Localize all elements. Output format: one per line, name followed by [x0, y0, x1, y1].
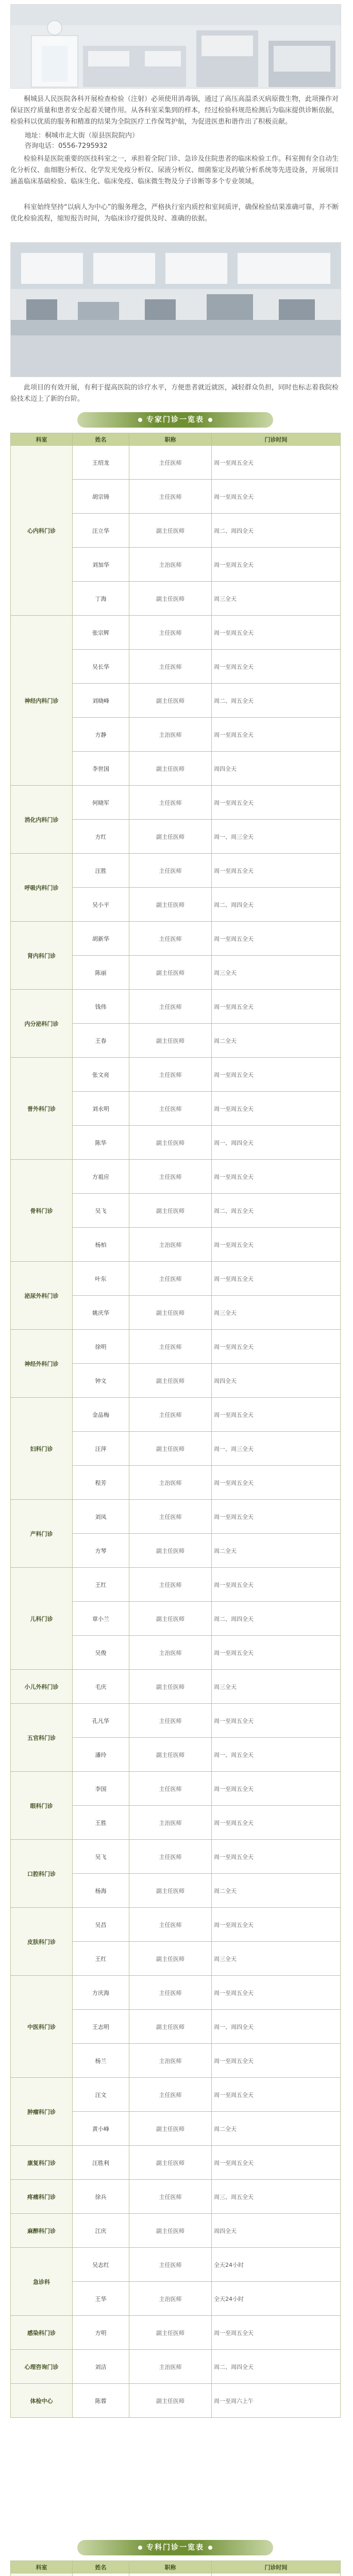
name-cell: 方祖应 — [73, 1160, 129, 1194]
title-cell: 主任医师 — [129, 1058, 212, 1092]
expert-clinic-banner-title: 专家门诊一览表 — [146, 416, 204, 424]
title-cell: 主任医师 — [129, 1976, 212, 2010]
name-cell: 刘晓峰 — [73, 684, 129, 718]
time-cell: 周一至周六上午 — [212, 2384, 341, 2418]
title-cell: 副主任医师 — [129, 1534, 212, 1568]
table-row — [11, 2214, 341, 2248]
title-cell: 主任医师 — [129, 446, 212, 480]
time-cell: 周三全天 — [212, 956, 341, 990]
title-cell: 副主任医师 — [129, 1942, 212, 1976]
title-cell: 副主任医师 — [129, 1670, 212, 1704]
title-cell: 主任医师 — [129, 786, 212, 820]
dept-cell: 康复科门诊 — [11, 2146, 73, 2180]
time-cell: 周二全天 — [212, 1024, 341, 1058]
name-cell: 何晓军 — [73, 786, 129, 820]
time-cell: 周一至周五全天 — [212, 922, 341, 956]
lab-intro-paragraph-2: 科室始终坚持“以病人为中心”的服务理念，严格执行室内质控和室间质评，确保检验结果准确可靠，并不断优化检验流程，缩短报告时间，为临床诊疗提供及时、准确的依据。 — [10, 204, 339, 223]
title-cell: 主治医师 — [129, 2350, 212, 2384]
table-row — [11, 2573, 341, 2576]
dept-cell: 消化内科门诊 — [11, 786, 73, 854]
name-cell: 吴小平 — [73, 888, 129, 922]
table-row — [11, 1704, 341, 1738]
title-cell: 主任医师 — [129, 1568, 212, 1602]
name-cell: 王红 — [73, 1942, 129, 1976]
time-cell: 周一至周五全天 — [212, 1772, 341, 1806]
lab-photo-top — [10, 4, 341, 89]
title-cell: 主任医师 — [129, 1092, 212, 1126]
dept-cell: 中医科门诊 — [11, 1976, 73, 2078]
time-cell: 周二、周四全天 — [212, 2350, 341, 2384]
time-cell: 周一至周五全天 — [212, 446, 341, 480]
title-cell: 副主任医师 — [129, 582, 212, 616]
time-cell: 周二、周四全天 — [212, 888, 341, 922]
table-row — [11, 1398, 341, 1432]
time-cell: 周一至周五全天 — [212, 1092, 341, 1126]
table-row — [11, 2350, 341, 2384]
table-row — [11, 1772, 341, 1806]
name-cell: 潘玲 — [73, 1738, 129, 1772]
title-cell: 主任医师 — [129, 1330, 212, 1364]
name-cell: 毛庆 — [73, 1670, 129, 1704]
time-cell: 周一至周五全天 — [212, 1228, 341, 1262]
name-cell: 金品梅 — [73, 1398, 129, 1432]
time-cell: 周三全天 — [212, 1670, 341, 1704]
title-cell: 主治医师 — [129, 1636, 212, 1670]
name-cell: 张文亮 — [73, 1058, 129, 1092]
title-cell: 副主任医师 — [129, 1126, 212, 1160]
time-cell: 周一至周五全天 — [212, 1500, 341, 1534]
time-cell: 周一至周五全天 — [212, 650, 341, 684]
name-cell: 方明 — [73, 2316, 129, 2350]
time-cell: 周一至周五全天 — [212, 2044, 341, 2078]
time-cell: 周四全天 — [212, 752, 341, 786]
time-cell: 周四全天 — [212, 1364, 341, 1398]
dept-cell: 肿瘤科门诊 — [11, 2078, 73, 2146]
expert-clinic-banner — [77, 412, 273, 428]
name-cell: 杨兰 — [73, 2044, 129, 2078]
title-cell: 主任医师 — [129, 480, 212, 514]
dept-cell: 急诊科 — [11, 2248, 73, 2316]
special-clinic-banner-title: 专科门诊一览表 — [146, 2544, 204, 2552]
name-cell: 徐兵 — [73, 2180, 129, 2214]
name-cell: 汪胜 — [73, 854, 129, 888]
lab-intro-paragraph-1: 检验科是医院重要的医技科室之一，承担着全院门诊、急诊及住院患者的临床检验工作。科室拥有全自动生化分析仪、血细胞分析仪、化学发光免疫分析仪、尿液分析仪、细菌鉴定及药敏分析系统等先进设备，开展项目涵盖临床基础检验、临床生化、临床免疫、临床微生物及分子诊断等多个专业领域。 — [10, 155, 339, 185]
title-cell: 主治医师 — [129, 2282, 212, 2316]
table-row — [11, 1670, 341, 1704]
name-cell: 汪胜利 — [73, 2146, 129, 2180]
time-cell: 周三全天 — [212, 1296, 341, 1330]
name-cell: 丁海 — [73, 582, 129, 616]
time-cell: 周一至周五全天 — [212, 616, 341, 650]
table-header-row — [11, 2561, 341, 2573]
time-cell: 周一至周五全天 — [212, 1058, 341, 1092]
title-cell: 副主任医师 — [129, 1364, 212, 1398]
header-dept: 科室 — [11, 433, 73, 446]
title-cell: 主任医师 — [129, 1704, 212, 1738]
name-cell: 张宗辉 — [73, 616, 129, 650]
dept-cell: 体检中心 — [11, 2384, 73, 2418]
dept-cell: 小儿外科门诊 — [11, 1670, 73, 1704]
table-row — [11, 1500, 341, 1534]
table-row — [11, 1058, 341, 1092]
time-cell: 周一至周五全天 — [212, 1160, 341, 1194]
dept-cell: 心内科门诊 — [11, 446, 73, 616]
dept-cell: 儿科门诊 — [11, 1568, 73, 1670]
dept-cell: 产科门诊 — [11, 1500, 73, 1568]
name-cell: 陈蓉 — [73, 2384, 129, 2418]
time-cell: 周一至周五全天 — [212, 1636, 341, 1670]
title-cell: 副主任医师 — [129, 1024, 212, 1058]
dept-cell: 麻醉科门诊 — [11, 2214, 73, 2248]
title-cell: 副主任医师 — [129, 752, 212, 786]
time-cell: 周一至周五全天 — [212, 1262, 341, 1296]
name-cell: 姚庆华 — [73, 1296, 129, 1330]
dept-cell: 心理咨询门诊 — [11, 2350, 73, 2384]
name-cell: 吴志红 — [73, 2248, 129, 2282]
title-cell: 主任医师 — [129, 616, 212, 650]
time-cell: 周一、周三全天 — [212, 1432, 341, 1466]
dept-cell: 呼吸内科门诊 — [11, 854, 73, 922]
title-cell — [129, 2573, 212, 2576]
table-header-row — [11, 433, 341, 446]
dept-cell: 神经内科门诊 — [11, 616, 73, 786]
name-cell: 叶东 — [73, 1262, 129, 1296]
title-cell: 主任医师 — [129, 1500, 212, 1534]
header-time: 门诊时间 — [212, 2561, 341, 2573]
table-row — [11, 1330, 341, 1364]
title-cell: 主任医师 — [129, 1160, 212, 1194]
title-cell: 副主任医师 — [129, 820, 212, 854]
table-row — [11, 446, 341, 480]
title-cell: 副主任医师 — [129, 2214, 212, 2248]
time-cell: 周一至周五全天 — [212, 2316, 341, 2350]
time-cell: 周一至周五全天 — [212, 1908, 341, 1942]
dept-cell: 内分泌科门诊 — [11, 990, 73, 1058]
table-row — [11, 1568, 341, 1602]
time-cell: 周一至周五全天 — [212, 1398, 341, 1432]
dept-cell — [11, 2573, 73, 2576]
name-cell: 刘洁 — [73, 2350, 129, 2384]
title-cell: 副主任医师 — [129, 2146, 212, 2180]
title-cell: 副主任医师 — [129, 1432, 212, 1466]
time-cell: 周一至周五全天 — [212, 990, 341, 1024]
title-cell: 副主任医师 — [129, 2316, 212, 2350]
dept-cell: 五官科门诊 — [11, 1704, 73, 1772]
title-cell: 主治医师 — [129, 718, 212, 752]
time-cell: 周一至周五全天 — [212, 786, 341, 820]
title-cell: 副主任医师 — [129, 684, 212, 718]
name-cell: 方静 — [73, 718, 129, 752]
lab-photo-top-image — [11, 5, 341, 88]
title-cell: 主任医师 — [129, 1840, 212, 1874]
header-name: 姓名 — [73, 433, 129, 446]
name-cell: 钟文 — [73, 1364, 129, 1398]
table-row — [11, 2316, 341, 2350]
dept-cell: 疼痛科门诊 — [11, 2180, 73, 2214]
time-cell: 周一至周五全天 — [212, 1976, 341, 2010]
name-cell: 钱伟 — [73, 990, 129, 1024]
time-cell: 周二、周五全天 — [212, 1194, 341, 1228]
lab-photo-bottom-image — [11, 243, 341, 377]
title-cell: 副主任医师 — [129, 1602, 212, 1636]
special-schedule-table — [10, 2561, 341, 2576]
dept-cell: 眼科门诊 — [11, 1772, 73, 1840]
title-cell: 主任医师 — [129, 922, 212, 956]
name-cell: 吴俊 — [73, 1636, 129, 1670]
name-cell: 方庆海 — [73, 1976, 129, 2010]
time-cell: 全天24小时 — [212, 2248, 341, 2282]
name-cell: 刘永明 — [73, 1092, 129, 1126]
table-row — [11, 2180, 341, 2214]
title-cell: 主任医师 — [129, 854, 212, 888]
dept-cell: 感染科门诊 — [11, 2316, 73, 2350]
time-cell: 周一至周五全天 — [212, 1840, 341, 1874]
time-cell: 周一、周四全天 — [212, 1126, 341, 1160]
caption-paragraph: 此项目的有效开展，有利于提高医院的诊疗水平，方便患者就近就医，减轻群众负担，同时也标志着我院检验技术迈上了新的台阶。 — [10, 384, 339, 403]
name-cell: 汪文 — [73, 2078, 129, 2112]
time-cell: 周一至周五全天 — [212, 1330, 341, 1364]
name-cell: 孔凡华 — [73, 1704, 129, 1738]
table-row — [11, 2146, 341, 2180]
title-cell: 副主任医师 — [129, 1296, 212, 1330]
title-cell: 副主任医师 — [129, 514, 212, 548]
name-cell: 刘凤 — [73, 1500, 129, 1534]
header-title: 职称 — [129, 2561, 212, 2573]
time-cell: 周二全天 — [212, 1534, 341, 1568]
time-cell: 周一至周五全天 — [212, 1806, 341, 1840]
time-cell: 周一至周五全天 — [212, 548, 341, 582]
dept-cell: 普外科门诊 — [11, 1058, 73, 1160]
table-row — [11, 1976, 341, 2010]
lab-photo-bottom — [10, 242, 341, 377]
time-cell: 周一至周五全天 — [212, 1704, 341, 1738]
title-cell: 主任医师 — [129, 2078, 212, 2112]
intro-phone: 咨询电话：0556-7295932 — [25, 142, 108, 150]
title-cell: 主治医师 — [129, 1466, 212, 1500]
name-cell: 李国 — [73, 1772, 129, 1806]
title-cell: 主任医师 — [129, 2248, 212, 2282]
time-cell: 周一至周五全天 — [212, 854, 341, 888]
title-cell: 主任医师 — [129, 1908, 212, 1942]
table-row — [11, 2078, 341, 2112]
table-row — [11, 616, 341, 650]
name-cell: 杨柏 — [73, 1228, 129, 1262]
title-cell: 副主任医师 — [129, 1194, 212, 1228]
table-row — [11, 854, 341, 888]
name-cell: 胡新华 — [73, 922, 129, 956]
time-cell: 周二、周四全天 — [212, 514, 341, 548]
banner-dot-icon — [208, 2546, 212, 2550]
dept-cell: 皮肤科门诊 — [11, 1908, 73, 1976]
time-cell: 周一至周五全天 — [212, 480, 341, 514]
title-cell: 主任医师 — [129, 1772, 212, 1806]
table-row — [11, 1908, 341, 1942]
time-cell: 周二全天 — [212, 2112, 341, 2146]
title-cell: 主任医师 — [129, 650, 212, 684]
table-row — [11, 990, 341, 1024]
title-cell: 副主任医师 — [129, 956, 212, 990]
name-cell: 陈丽 — [73, 956, 129, 990]
dept-cell: 肾内科门诊 — [11, 922, 73, 990]
name-cell: 章小兰 — [73, 1602, 129, 1636]
expert-schedule-table — [10, 433, 341, 2418]
table-row — [11, 2248, 341, 2282]
time-cell — [212, 2573, 341, 2576]
name-cell: 吴昌 — [73, 1908, 129, 1942]
header-name: 姓名 — [73, 2561, 129, 2573]
time-cell: 周一至周五全天 — [212, 1568, 341, 1602]
banner-dot-icon — [138, 418, 142, 422]
time-cell: 周一、周三全天 — [212, 820, 341, 854]
banner-dot-icon — [208, 418, 212, 422]
name-cell: 王华 — [73, 2282, 129, 2316]
name-cell — [73, 2573, 129, 2576]
name-cell: 王绍龙 — [73, 446, 129, 480]
title-cell: 副主任医师 — [129, 2384, 212, 2418]
name-cell: 程芳 — [73, 1466, 129, 1500]
time-cell: 周一、周四全天 — [212, 2010, 341, 2044]
table-row — [11, 1262, 341, 1296]
table-row — [11, 1840, 341, 1874]
name-cell: 王春 — [73, 1024, 129, 1058]
time-cell: 周三、周五全天 — [212, 2180, 341, 2214]
table-row — [11, 786, 341, 820]
name-cell: 吴飞 — [73, 1194, 129, 1228]
table-row — [11, 2384, 341, 2418]
name-cell: 汪萍 — [73, 1432, 129, 1466]
name-cell: 刘加华 — [73, 548, 129, 582]
time-cell: 周三全天 — [212, 582, 341, 616]
name-cell: 黄小峰 — [73, 2112, 129, 2146]
name-cell: 方红 — [73, 820, 129, 854]
banner-dot-icon — [138, 2546, 142, 2550]
dept-cell: 泌尿外科门诊 — [11, 1262, 73, 1330]
dept-cell: 口腔科门诊 — [11, 1840, 73, 1908]
time-cell: 周一至周五全天 — [212, 2078, 341, 2112]
time-cell: 周三全天 — [212, 1942, 341, 1976]
time-cell: 全天24小时 — [212, 2282, 341, 2316]
title-cell: 主任医师 — [129, 1262, 212, 1296]
title-cell: 副主任医师 — [129, 1738, 212, 1772]
time-cell: 周二、周五全天 — [212, 684, 341, 718]
header-title: 职称 — [129, 433, 212, 446]
name-cell: 王志明 — [73, 2010, 129, 2044]
name-cell: 王红 — [73, 1568, 129, 1602]
time-cell: 周二全天 — [212, 1874, 341, 1908]
name-cell: 李世国 — [73, 752, 129, 786]
title-cell: 副主任医师 — [129, 888, 212, 922]
name-cell: 方琴 — [73, 1534, 129, 1568]
time-cell: 周四全天 — [212, 2214, 341, 2248]
table-row — [11, 1160, 341, 1194]
time-cell: 周一、周五全天 — [212, 1738, 341, 1772]
title-cell: 主治医师 — [129, 2044, 212, 2078]
header-dept: 科室 — [11, 2561, 73, 2573]
time-cell: 周一至周五全天 — [212, 718, 341, 752]
title-cell: 副主任医师 — [129, 1874, 212, 1908]
name-cell: 王胜 — [73, 1806, 129, 1840]
header-time: 门诊时间 — [212, 433, 341, 446]
dept-cell: 神经外科门诊 — [11, 1330, 73, 1398]
table-row — [11, 922, 341, 956]
dept-cell: 妇科门诊 — [11, 1398, 73, 1500]
title-cell: 主治医师 — [129, 1228, 212, 1262]
time-cell: 周一至周五全天 — [212, 2146, 341, 2180]
time-cell: 周二、周四全天 — [212, 1602, 341, 1636]
title-cell: 主治医师 — [129, 548, 212, 582]
title-cell: 主任医师 — [129, 2180, 212, 2214]
title-cell: 主任医师 — [129, 1398, 212, 1432]
intro-paragraph: 桐城县人民医院各科开展检查检验（注射）必须使用消毒锅，通过了高压高温杀灭病原微生物，此项操作对保证医疗质量和患者安全起着关键作用。从各科室采集到的样本，经过检验科规范检测后为临床提供诊断依据，检验科以优质的服务和精准的结果为全院医疗工作保驾护航，为促进医患和谐作出了积极贡献。 — [10, 95, 339, 126]
name-cell: 吴飞 — [73, 1840, 129, 1874]
name-cell: 吴长华 — [73, 650, 129, 684]
time-cell: 周一至周五全天 — [212, 1466, 341, 1500]
title-cell: 主任医师 — [129, 990, 212, 1024]
title-cell: 副主任医师 — [129, 2112, 212, 2146]
name-cell: 陈华 — [73, 1126, 129, 1160]
name-cell: 江庆 — [73, 2214, 129, 2248]
intro-address: 地址：桐城市北大街（原县医院院内） — [25, 132, 139, 140]
name-cell: 杨海 — [73, 1874, 129, 1908]
name-cell: 汪立华 — [73, 514, 129, 548]
title-cell: 副主任医师 — [129, 2010, 212, 2044]
special-clinic-banner — [77, 2540, 273, 2555]
name-cell: 胡宗铸 — [73, 480, 129, 514]
name-cell: 徐明 — [73, 1330, 129, 1364]
dept-cell: 骨科门诊 — [11, 1160, 73, 1262]
title-cell: 主治医师 — [129, 1806, 212, 1840]
